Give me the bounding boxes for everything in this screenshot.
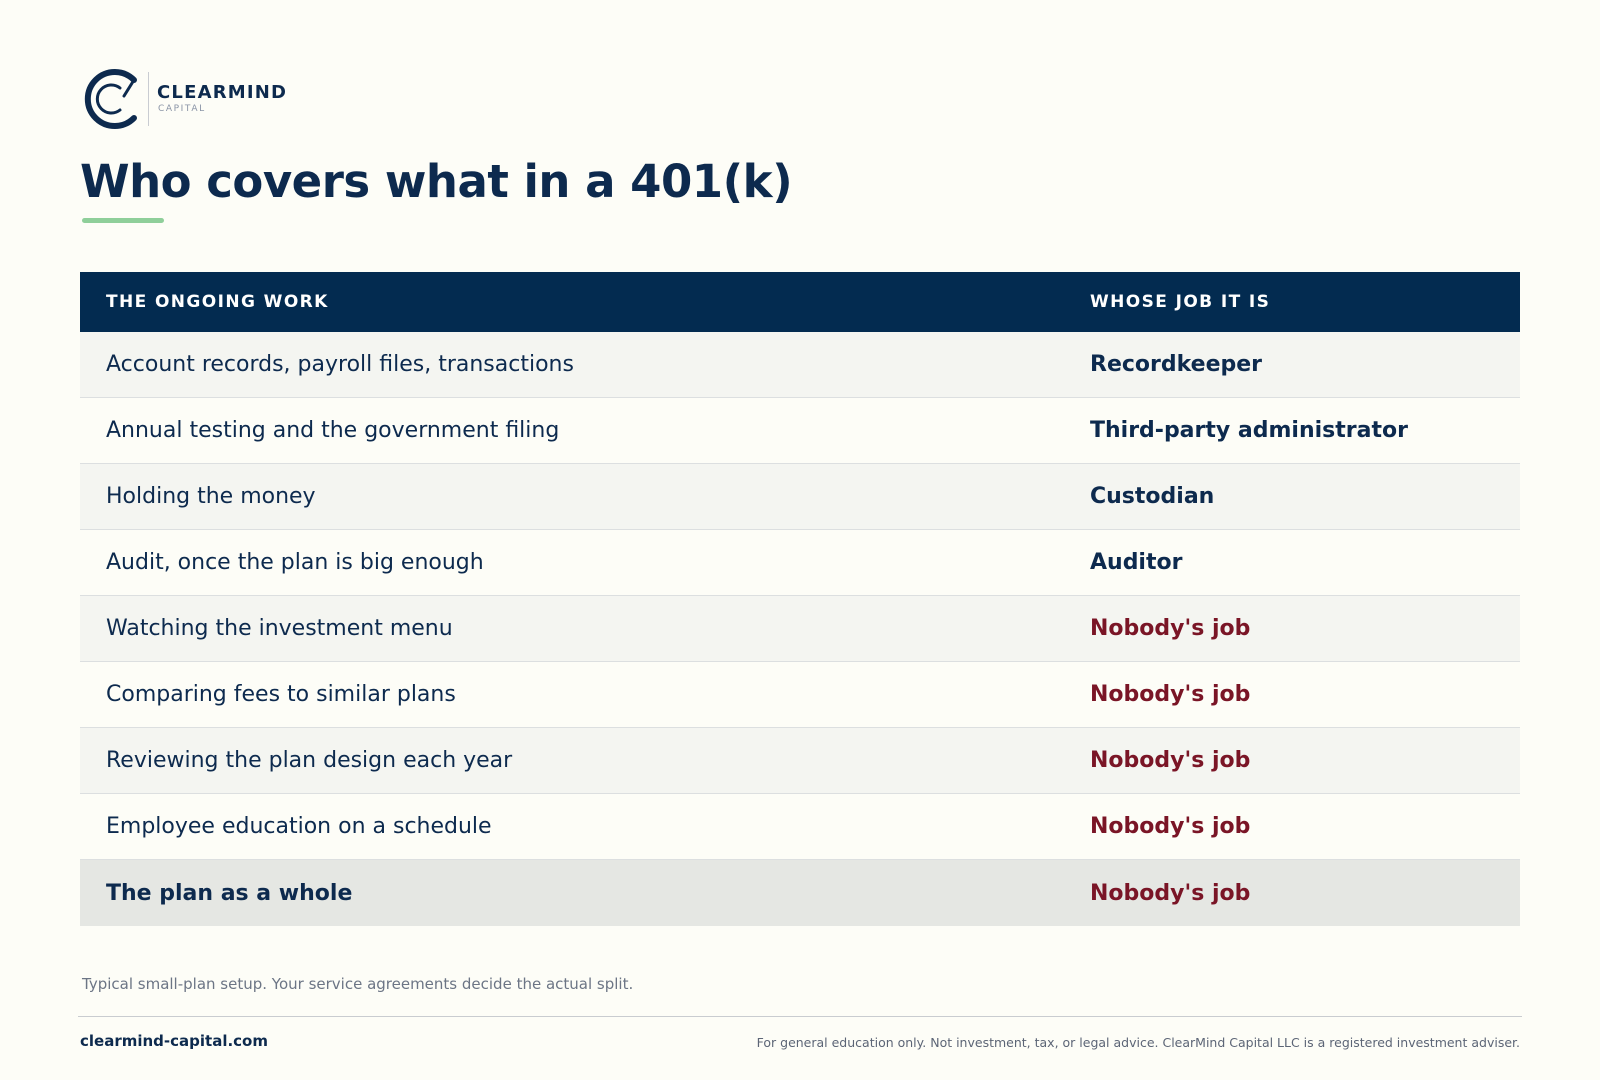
logo-divider xyxy=(148,72,149,126)
work-cell: Annual testing and the government filing xyxy=(106,418,560,443)
table-body xyxy=(80,332,1520,926)
footnote: Typical small-plan setup. Your service agreements decide the actual split. xyxy=(82,975,634,993)
responsibility-table xyxy=(80,272,1520,926)
assigned-job-cell: Custodian xyxy=(1090,484,1215,509)
table-row xyxy=(80,530,1520,596)
logo-subtitle: CAPITAL xyxy=(158,104,206,114)
footer-website-link[interactable]: clearmind-capital.com xyxy=(80,1032,268,1050)
title-underline xyxy=(82,218,164,223)
assigned-job-cell: Third-party administrator xyxy=(1090,418,1408,443)
column-header-job: WHOSE JOB IT IS xyxy=(1090,292,1271,312)
table-row xyxy=(80,464,1520,530)
work-cell: Watching the investment menu xyxy=(106,616,453,641)
table-row xyxy=(80,728,1520,794)
clearmind-c-logo-icon xyxy=(82,66,140,132)
unassigned-job-cell: Nobody's job xyxy=(1090,748,1251,773)
work-cell: Employee education on a schedule xyxy=(106,814,492,839)
assigned-job-cell: Auditor xyxy=(1090,550,1183,575)
work-cell: The plan as a whole xyxy=(106,880,353,906)
table-row xyxy=(80,794,1520,860)
unassigned-job-cell: Nobody's job xyxy=(1090,880,1251,906)
table-row xyxy=(80,662,1520,728)
footer-divider xyxy=(78,1016,1522,1017)
work-cell: Reviewing the plan design each year xyxy=(106,748,513,773)
work-cell: Audit, once the plan is big enough xyxy=(106,550,484,575)
work-cell: Holding the money xyxy=(106,484,316,509)
unassigned-job-cell: Nobody's job xyxy=(1090,814,1251,839)
page-title: Who covers what in a 401(k) xyxy=(80,155,793,208)
table-row xyxy=(80,398,1520,464)
logo-wordmark xyxy=(157,83,287,115)
logo-name: CLEARMIND xyxy=(157,82,288,103)
column-header-work: THE ONGOING WORK xyxy=(106,292,329,312)
unassigned-job-cell: Nobody's job xyxy=(1090,616,1251,641)
footer-disclaimer: For general education only. Not investment, tax, or legal advice. ClearMind Capital LLC is a registered investment adviser. xyxy=(756,1035,1520,1050)
work-cell: Comparing fees to similar plans xyxy=(106,682,456,707)
table-row xyxy=(80,332,1520,398)
work-cell: Account records, payroll files, transactions xyxy=(106,352,574,377)
table-row xyxy=(80,596,1520,662)
unassigned-job-cell: Nobody's job xyxy=(1090,682,1251,707)
table-header xyxy=(80,272,1520,332)
assigned-job-cell: Recordkeeper xyxy=(1090,352,1263,377)
table-row xyxy=(80,860,1520,926)
logo xyxy=(82,66,287,132)
